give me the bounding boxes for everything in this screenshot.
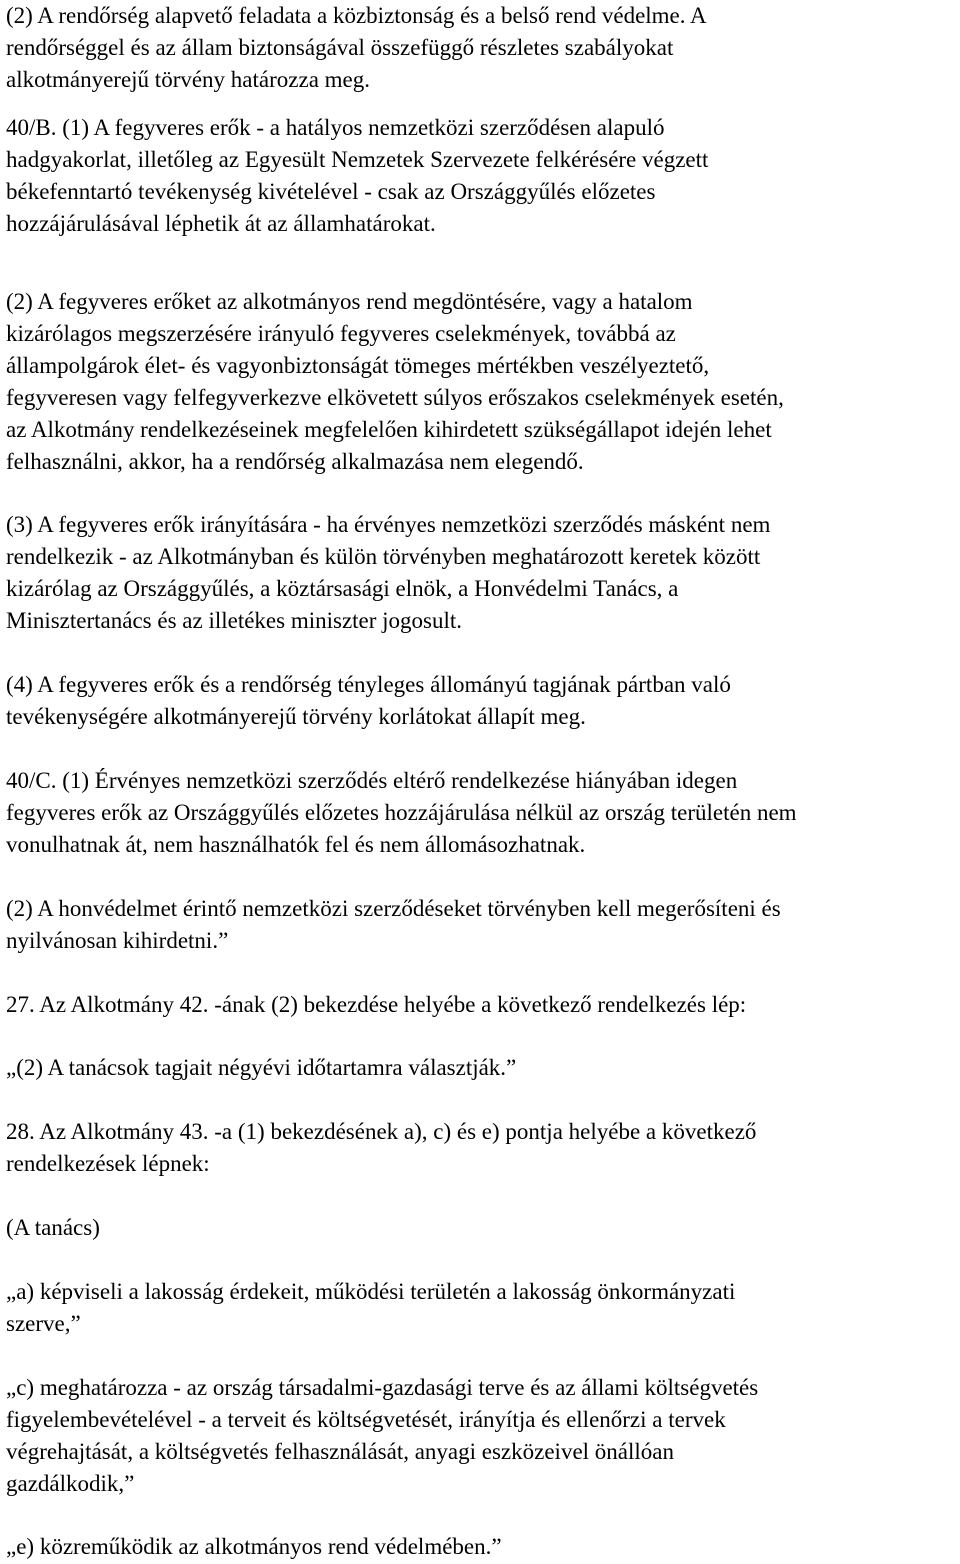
text-line: fegyveres erők az Országgyűlés előzetes hozzájárulása nélkül az ország területén nem	[6, 800, 797, 825]
paragraph-40b-2	[6, 286, 956, 478]
text-line: alkotmányerejű törvény határozza meg.	[6, 67, 371, 92]
text-line: rendelkezések lépnek:	[6, 1151, 210, 1176]
text-line: szerve,”	[6, 1311, 81, 1336]
text-line: 27. Az Alkotmány 42. -ának (2) bekezdése helyébe a következő rendelkezés lép:	[6, 992, 747, 1017]
text-line: tevékenységére alkotmányerejű törvény korlátokat állapít meg.	[6, 704, 586, 729]
text-line: (2) A rendőrség alapvető feladata a közbiztonság és a belső rend védelme. A	[6, 3, 707, 28]
text-line: fegyveresen vagy felfegyverkezve elkövetett súlyos erőszakos cselekmények esetén,	[6, 385, 784, 410]
text-line: „a) képviseli a lakosság érdekeit, működési területén a lakosság önkormányzati	[6, 1279, 736, 1304]
paragraph-28-c	[6, 1372, 956, 1500]
text-line: kizárólagos megszerzésére irányuló fegyveres cselekmények, továbbá az	[6, 321, 676, 346]
text-line: (A tanács)	[6, 1215, 100, 1240]
text-line: (3) A fegyveres erők irányítására - ha érvényes nemzetközi szerződés másként nem	[6, 512, 771, 537]
text-line: az Alkotmány rendelkezéseinek megfelelően kihirdetett szükségállapot idején lehet	[6, 417, 772, 442]
text-line: 28. Az Alkotmány 43. -a (1) bekezdésének a), c) és e) pontja helyébe a következő	[6, 1119, 757, 1144]
text-line: Minisztertanács és az illetékes miniszter jogosult.	[6, 608, 463, 633]
text-line: (2) A honvédelmet érintő nemzetközi szerződéseket törvényben kell megerősíteni és	[6, 896, 781, 921]
paragraph-40b-4	[6, 669, 956, 733]
text-line: hadgyakorlat, illetőleg az Egyesült Nemzetek Szervezete felkérésére végzett	[6, 147, 709, 172]
text-line: „c) meghatározza - az ország társadalmi-gazdasági terve és az állami költségvetés	[6, 1375, 759, 1400]
paragraph-28-a	[6, 1276, 956, 1340]
text-line: 40/B. (1) A fegyveres erők - a hatályos nemzetközi szerződésen alapuló	[6, 115, 665, 140]
text-line: nyilvánosan kihirdetni.”	[6, 928, 229, 953]
paragraph-40b-1	[6, 112, 956, 240]
paragraph-40a-2	[6, 0, 956, 96]
text-line: rendőrséggel és az állam biztonságával összefüggő részletes szabályokat	[6, 35, 674, 60]
paragraph-40c-2	[6, 893, 956, 957]
text-line: állampolgárok élet- és vagyonbiztonságát tömeges mértékben veszélyeztető,	[6, 353, 710, 378]
text-line: felhasználni, akkor, ha a rendőrség alkalmazása nem elegendő.	[6, 449, 584, 474]
text-line: (4) A fegyveres erők és a rendőrség tényleges állományú tagjának pártban való	[6, 672, 731, 697]
text-line: kizárólag az Országgyűlés, a köztársasági elnök, a Honvédelmi Tanács, a	[6, 576, 679, 601]
text-line: békefenntartó tevékenység kivételével - csak az Országgyűlés előzetes	[6, 179, 656, 204]
paragraph-27	[6, 989, 956, 1021]
paragraph-28-intro	[6, 1212, 956, 1244]
text-line: figyelembevételével - a terveit és költségvetését, irányítja és ellenőrzi a tervek	[6, 1407, 726, 1432]
paragraph-40b-3	[6, 509, 956, 637]
text-line: hozzájárulásával léphetik át az államhatárokat.	[6, 211, 436, 236]
paragraph-28-e	[6, 1531, 956, 1563]
paragraph-28	[6, 1116, 956, 1180]
paragraph-27-quote	[6, 1052, 956, 1084]
text-line: rendelkezik - az Alkotmányban és külön törvényben meghatározott keretek között	[6, 544, 761, 569]
text-line: 40/C. (1) Érvényes nemzetközi szerződés eltérő rendelkezése hiányában idegen	[6, 768, 738, 793]
text-line: végrehajtását, a költségvetés felhasználását, anyagi eszközeivel önállóan	[6, 1439, 674, 1464]
paragraph-40c-1	[6, 765, 956, 861]
text-line: (2) A fegyveres erőket az alkotmányos rend megdöntésére, vagy a hatalom	[6, 289, 693, 314]
text-line: „e) közreműködik az alkotmányos rend védelmében.”	[6, 1534, 502, 1559]
text-line: „(2) A tanácsok tagjait négyévi időtartamra választják.”	[6, 1055, 517, 1080]
text-line: gazdálkodik,”	[6, 1471, 135, 1496]
text-line: vonulhatnak át, nem használhatók fel és nem állomásozhatnak.	[6, 832, 586, 857]
